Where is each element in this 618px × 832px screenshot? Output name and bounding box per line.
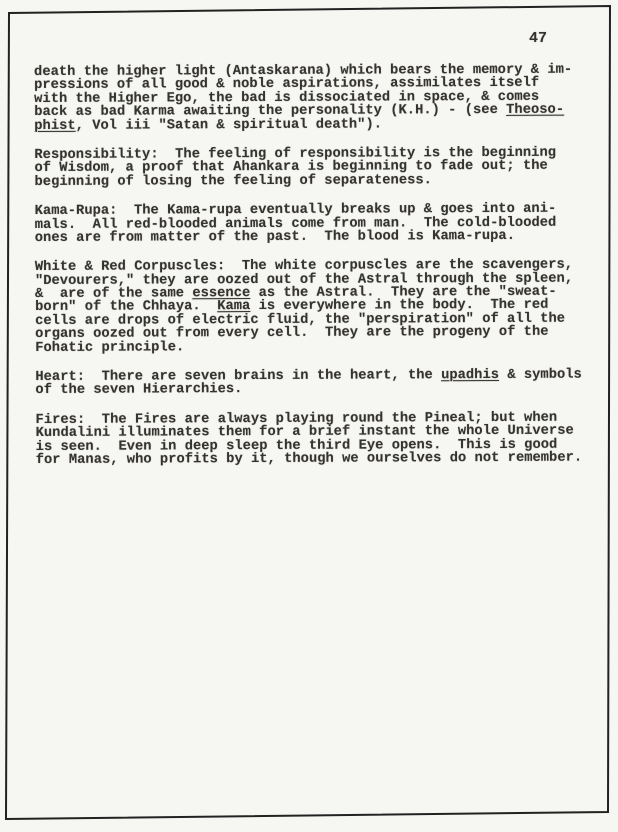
- paragraph: [35, 203, 591, 246]
- text-segment: Fires: The Fires are always playing round the Pineal; but when: [35, 410, 558, 428]
- text-segment: organs oozed out from every cell. They are the progeny of the: [35, 325, 549, 343]
- text-segment: ones are from matter of the past. The blood is Kama-rupa.: [34, 228, 515, 246]
- paragraph: [36, 411, 592, 467]
- text-segment: Kundalini illuminates them for a brief instant the whole Universe: [35, 423, 574, 442]
- text-block: [34, 64, 592, 468]
- text-segment: Fohatic principle.: [35, 339, 185, 356]
- text-segment: Responsibility: The feeling of responsibility is the beginning: [34, 145, 557, 163]
- text-segment: back as bad Karma awaiting the personality (K.H.) - (see: [34, 103, 507, 121]
- text-segment: death the higher light (Antaskarana) which bears the memory & im-: [33, 62, 573, 80]
- text-segment: as the Astral. They are the "sweat-: [250, 284, 557, 302]
- text-segment: is everywhere in the body. The red: [250, 298, 549, 315]
- text-segment: Heart: There are seven brains in the heart, the: [35, 368, 442, 386]
- paragraph: [35, 259, 591, 355]
- text-segment: with the Higher Ego, the bad is dissociated in space, & comes: [34, 89, 540, 107]
- text-segment: cells are drops of electric fluid, the "perspiration" of all the: [35, 311, 566, 329]
- text-line: [34, 117, 590, 133]
- text-line: [34, 173, 590, 189]
- text-segment: of Wisdom, a proof that Ahankara is beginning to fade out; the: [34, 159, 548, 177]
- text-segment: of the seven Hierarchies.: [35, 382, 243, 399]
- text-line: [36, 452, 592, 468]
- underlined-text-segment: essence: [192, 286, 251, 302]
- text-segment: "Devourers," they are oozed out of the Astral through the spleen,: [34, 271, 574, 289]
- text-segment: & are of the same: [34, 286, 193, 303]
- text-segment: White & Red Corpuscles: The white corpuscles are the scavengers,: [34, 257, 574, 276]
- text-segment: , Vol iii "Satan & spiritual death").: [75, 117, 383, 134]
- paragraph: [35, 369, 591, 398]
- text-segment: born" of the Chhaya.: [35, 299, 218, 316]
- text-segment: mals. All red-blooded animals come from man. The cold-blooded: [34, 215, 557, 233]
- paragraph: [34, 147, 590, 190]
- paragraph: [34, 64, 590, 133]
- text-line: [35, 229, 591, 245]
- page-number: 47: [529, 30, 548, 47]
- underlined-text-segment: Kama: [217, 299, 251, 315]
- text-segment: & symbols: [498, 367, 582, 384]
- text-line: [35, 326, 591, 342]
- text-segment: for Manas, who profits by it, though we ourselves do not remember.: [35, 450, 583, 468]
- text-segment: pressions of all good & noble aspirations, assimilates itself: [34, 76, 540, 94]
- underlined-text-segment: upadhis: [441, 368, 500, 384]
- text-line: [35, 382, 591, 398]
- underlined-text-segment: phist: [34, 118, 76, 134]
- text-segment: is seen. Even in deep sleep the third Eye opens. This is good: [35, 437, 558, 455]
- text-segment: beginning of losing the feeling of separateness.: [34, 172, 432, 190]
- text-line: [35, 339, 591, 355]
- text-segment: Kama-Rupa: The Kama-rupa eventually breaks up & goes into ani-: [34, 201, 557, 220]
- underlined-text-segment: Theoso-: [506, 102, 565, 119]
